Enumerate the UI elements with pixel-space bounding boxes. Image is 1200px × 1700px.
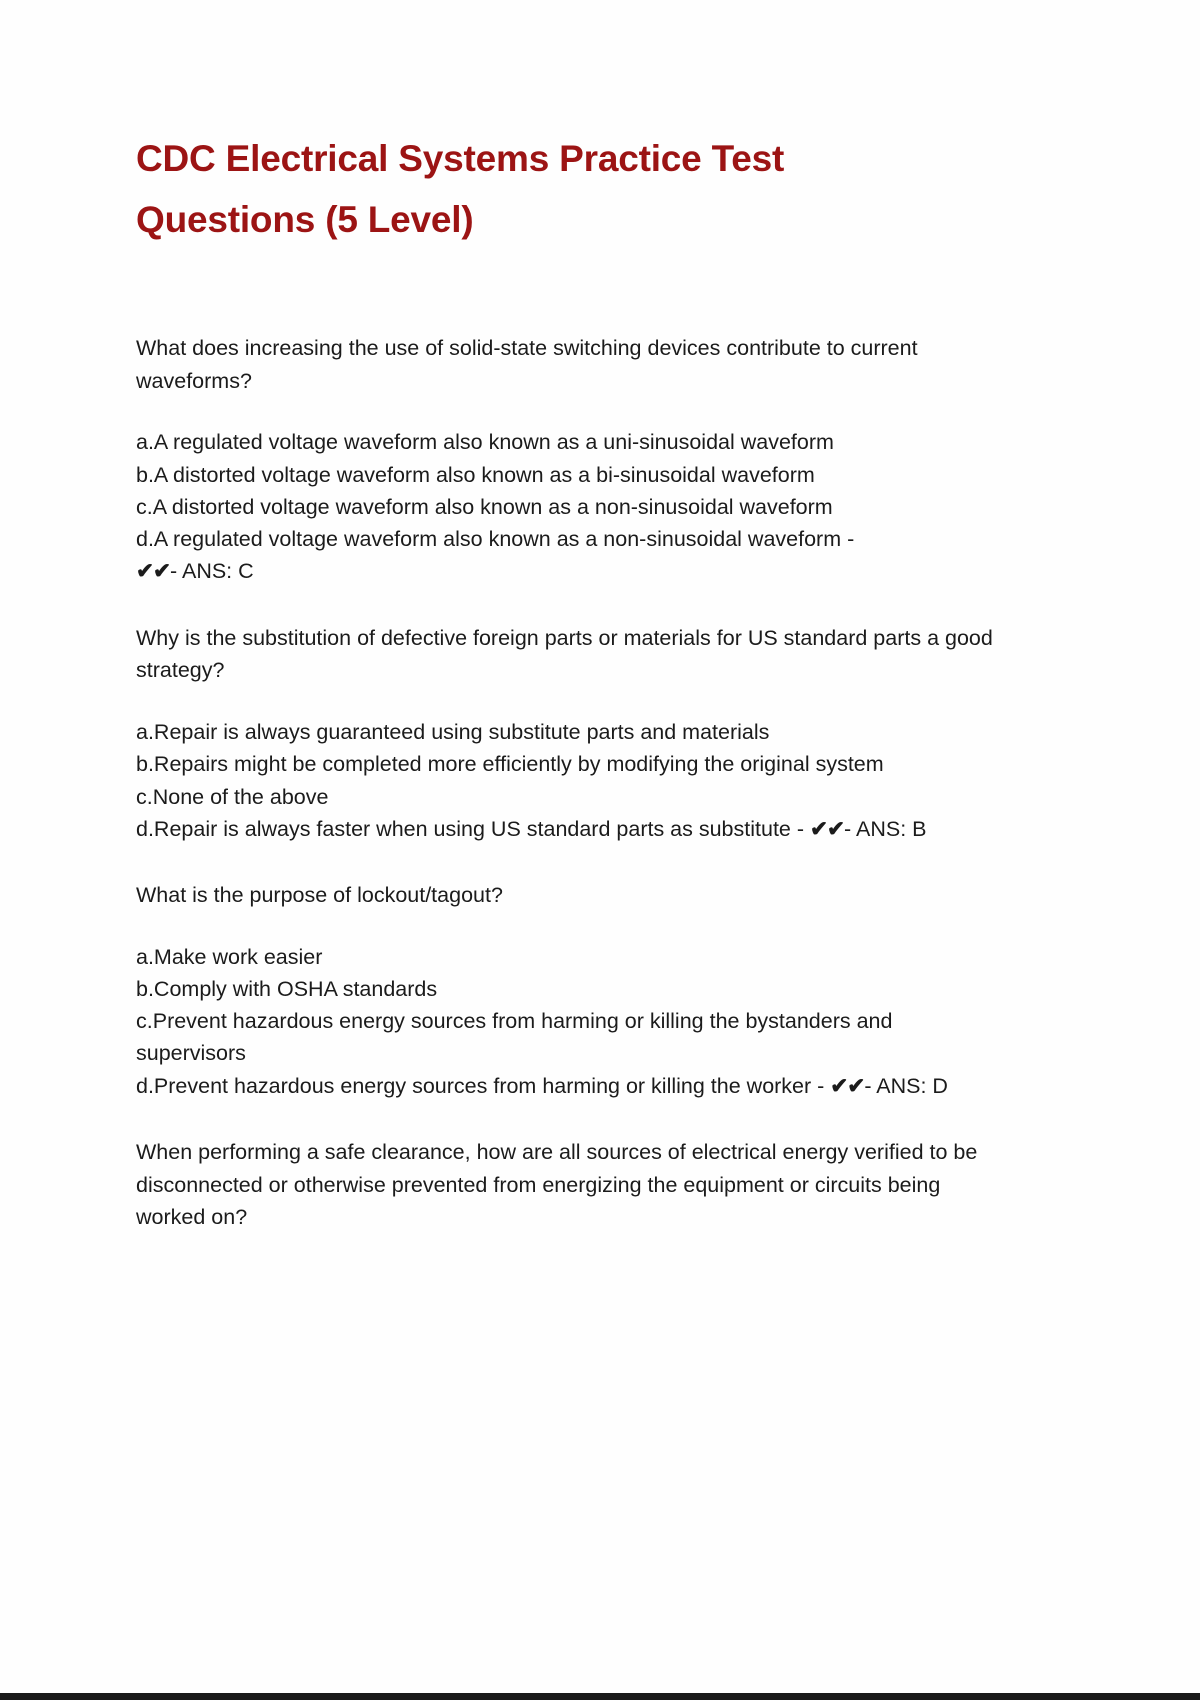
option-b: b.Comply with OSHA standards bbox=[136, 976, 438, 1001]
answer-line bbox=[136, 555, 1006, 587]
answer-label: - ANS: C bbox=[170, 559, 254, 584]
option-a: a.A regulated voltage waveform also known as a uni-sinusoidal waveform bbox=[136, 430, 834, 455]
question-separator bbox=[136, 588, 1008, 622]
option-c: c.A distorted voltage waveform also known as a non-sinusoidal waveform bbox=[136, 494, 833, 519]
option-c: c.Prevent hazardous energy sources from harming or killing the bystanders and supervisors bbox=[136, 1009, 893, 1066]
option-d: d.A regulated voltage waveform also known as a non-sinusoidal waveform - bbox=[136, 527, 855, 552]
checkmark-icon: ✔✔ bbox=[810, 816, 845, 841]
option-d-text: d.Prevent hazardous energy sources from harming or killing the worker - bbox=[136, 1073, 831, 1098]
question-block bbox=[136, 1136, 1008, 1234]
question-options bbox=[136, 941, 1008, 1102]
option-b: b.A distorted voltage waveform also known as a bi-sinusoidal waveform bbox=[136, 462, 815, 487]
question-separator bbox=[136, 845, 1008, 879]
question-options bbox=[136, 716, 1008, 845]
questions-container bbox=[136, 332, 1008, 1354]
page-bottom-rule bbox=[0, 1693, 1200, 1700]
option-d-text: d.Repair is always faster when using US standard parts as substitute - bbox=[136, 816, 810, 841]
option-d bbox=[136, 1070, 1006, 1102]
answer-label: ANS: B bbox=[856, 816, 927, 841]
checkmark-icon: ✔✔ bbox=[136, 559, 171, 584]
answer-label: ANS: D bbox=[876, 1073, 948, 1098]
option-a: a.Make work easier bbox=[136, 944, 323, 969]
question-block bbox=[136, 622, 1008, 845]
answer-dash: - bbox=[844, 816, 852, 841]
page-title: CDC Electrical Systems Practice Test Questions (5 Level) bbox=[136, 138, 785, 241]
page-tail-space bbox=[136, 1234, 1008, 1354]
document-content bbox=[136, 128, 1008, 1354]
question-block bbox=[136, 879, 1008, 1102]
checkmark-icon: ✔✔ bbox=[830, 1073, 865, 1098]
question-stem: Why is the substitution of defective foreign parts or materials for US standard parts a good strategy? bbox=[136, 625, 993, 683]
option-d bbox=[136, 813, 1006, 845]
question-options bbox=[136, 426, 1008, 587]
answer-dash: - bbox=[864, 1073, 872, 1098]
question-separator bbox=[136, 1102, 1008, 1136]
question-stem: What does increasing the use of solid-state switching devices contribute to current waveforms? bbox=[136, 336, 918, 393]
option-c: c.None of the above bbox=[136, 784, 329, 809]
option-b: b.Repairs might be completed more efficiently by modifying the original system bbox=[136, 752, 884, 777]
question-stem: When performing a safe clearance, how are all sources of electrical energy verified to be disconnected or otherwise prevented from energizing the equipment or circuits being worked on? bbox=[136, 1139, 978, 1230]
question-block bbox=[136, 332, 1008, 588]
question-stem: What is the purpose of lockout/tagout? bbox=[136, 883, 503, 908]
option-a: a.Repair is always guaranteed using substitute parts and materials bbox=[136, 720, 770, 745]
